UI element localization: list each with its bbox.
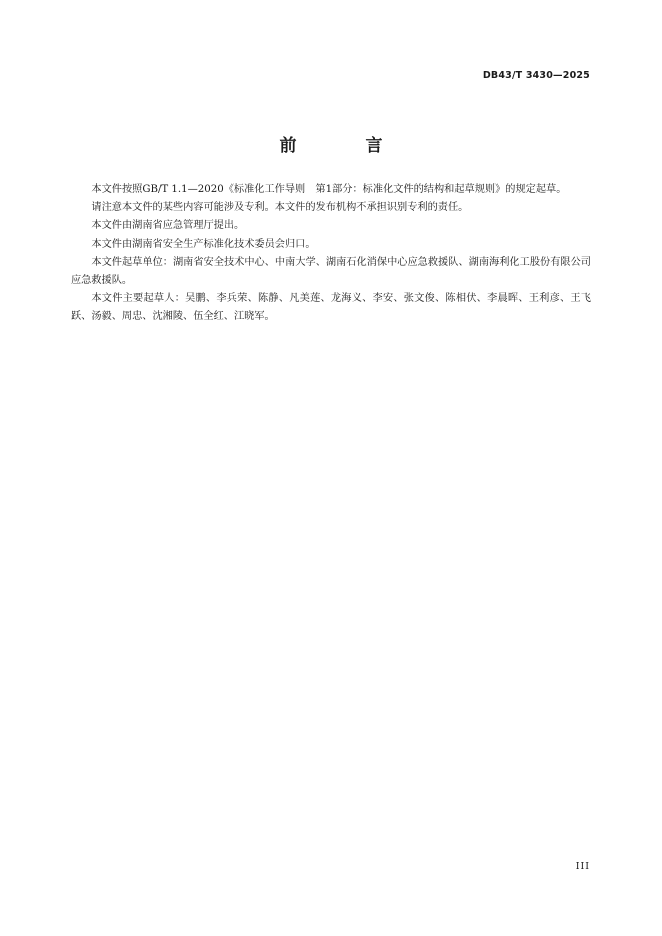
foreword-body (71, 181, 591, 327)
page-title: 前 言 (279, 136, 409, 156)
page-number: III (575, 861, 590, 872)
paragraph-patent-notice: 请注意本文件的某些内容可能涉及专利。本文件的发布机构不承担识别专利的责任。 (91, 202, 469, 214)
paragraph-centralized-by: 本文件由湖南省安全生产标准化技术委员会归口。 (91, 238, 316, 250)
paragraph-main-drafters: 本文件主要起草人：吴鹏、李兵荣、陈静、凡美莲、龙海义、李安、张文俊、陈相伏、李晨晖、王利彦、王飞跃、汤毅、周忠、沈湘陵、伍全红、江晓军。 (71, 293, 591, 323)
paragraph-drafting-units: 本文件起草单位：湖南省安全技术中心、中南大学、湖南石化消保中心应急救援队、湖南海利化工股份有限公司应急救援队。 (71, 256, 591, 287)
paragraph-proposer: 本文件由湖南省应急管理厅提出。 (91, 220, 245, 232)
paragraph-drafting-rules: 本文件按照GB/T 1.1—2020《标准化工作导则 第1部分：标准化文件的结构和起草规则》的规定起草。 (91, 184, 567, 195)
standard-code: DB43/T 3430—2025 (482, 70, 590, 81)
